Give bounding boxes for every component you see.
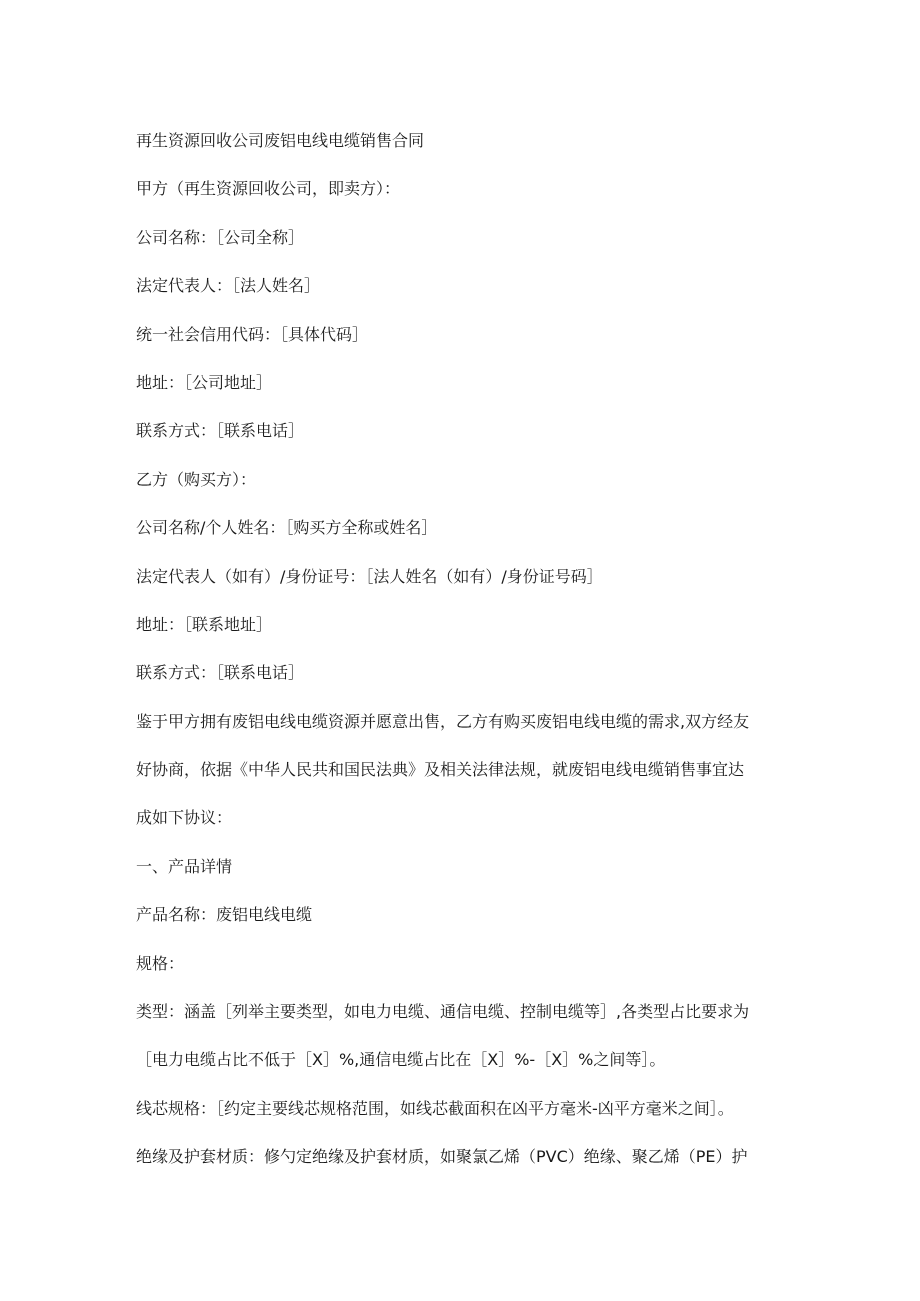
preamble-line-3: 成如下协议：	[136, 808, 233, 828]
type-line-2: ［电力电缆占比不低于［X］%,通信电缆占比在［X］%-［X］%之间等］。	[136, 1050, 666, 1070]
product-name: 产品名称：废铝电线电缆	[136, 905, 313, 925]
preamble-line-1: 鉴于甲方拥有废铝电线电缆资源并愿意出售，乙方有购买废铝电线电缆的需求,双方经友	[136, 711, 750, 731]
party-b-address: 地址：［联系地址］	[136, 614, 273, 634]
preamble-line-2: 好协商，依据《中华人民共和国民法典》及相关法律法规，就废铝电线电缆销售事宜达	[136, 760, 745, 780]
party-a-credit-code: 统一社会信用代码：［具体代码］	[136, 324, 369, 344]
document-body	[136, 117, 788, 1182]
spec-label: 规格：	[136, 953, 185, 973]
party-a-address: 地址：［公司地址］	[136, 372, 273, 392]
document-title: 再生资源回收公司废铝电线电缆销售合同	[136, 131, 425, 150]
party-a-header: 甲方（再生资源回收公司，即卖方）：	[136, 179, 401, 199]
party-a-contact: 联系方式：［联系电话］	[136, 421, 305, 441]
party-b-legal-rep-id: 法定代表人（如有）/身份证号：［法人姓名（如有）/身份证号码］	[136, 566, 603, 586]
party-a-company-name: 公司名称：［公司全称］	[136, 227, 305, 247]
type-line-1: 类型：涵盖［列举主要类型，如电力电缆、通信电缆、控制电缆等］,各类型占比要求为	[136, 1002, 750, 1022]
party-b-header: 乙方（购买方）：	[136, 469, 257, 489]
section-1-heading: 一、产品详情	[136, 856, 233, 876]
core-spec: 线芯规格：［约定主要线芯规格范围，如线芯截面积在凶平方毫米-凶平方毫米之间］。	[136, 1098, 734, 1118]
party-b-contact: 联系方式：［联系电话］	[136, 663, 305, 683]
party-a-legal-rep: 法定代表人：［法人姓名］	[136, 276, 321, 296]
insulation-material: 绝缘及护套材质：修勺定绝缘及护套材质，如聚氯乙烯（PVC）绝缘、聚乙烯（PE）护	[136, 1147, 748, 1167]
party-b-name: 公司名称/个人姓名：［购买方全称或姓名］	[136, 518, 438, 538]
